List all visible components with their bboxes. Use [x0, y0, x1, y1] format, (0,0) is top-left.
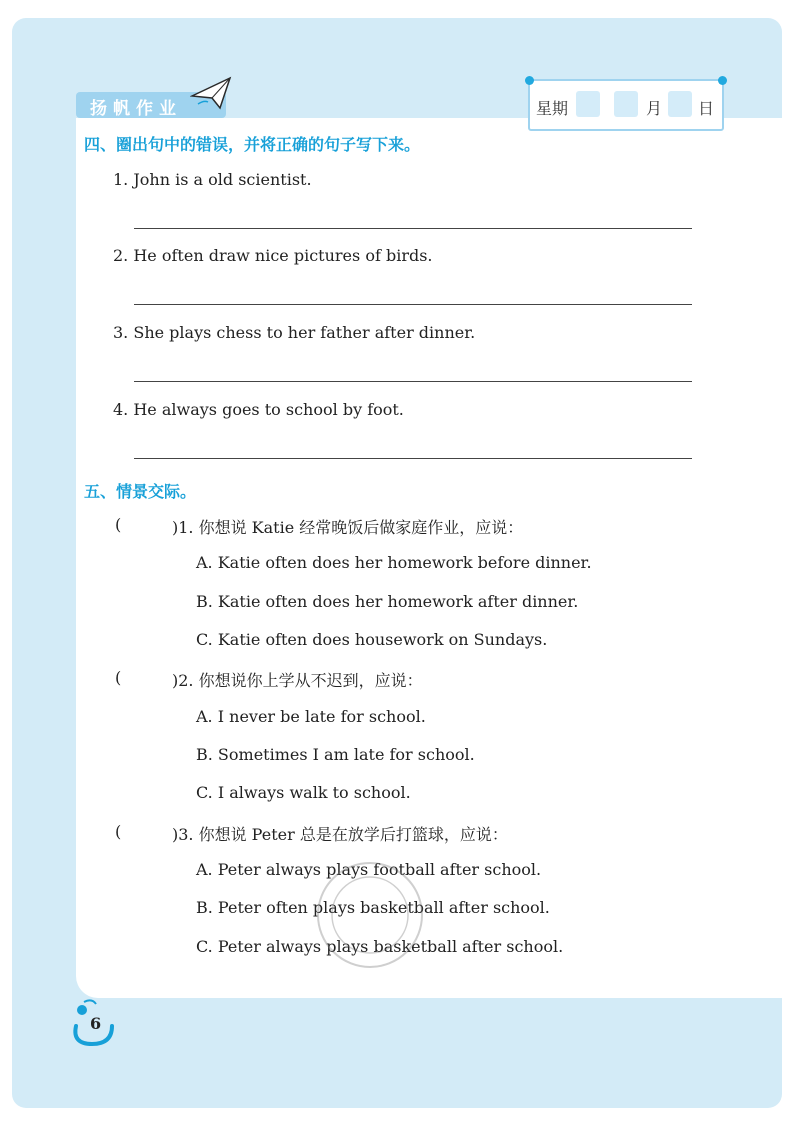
answer-line[interactable]: [134, 304, 692, 305]
answer-line[interactable]: [134, 458, 692, 459]
answer-paren[interactable]: (: [115, 515, 122, 534]
answer-line[interactable]: [134, 228, 692, 229]
day-label: 日: [698, 99, 715, 118]
answer-line[interactable]: [134, 381, 692, 382]
correction-question: 4. He always goes to school by foot.: [113, 400, 404, 419]
paper-plane-icon: [190, 74, 236, 114]
date-box: [528, 79, 724, 131]
weekday-blank[interactable]: [576, 91, 600, 117]
option-b: B. Peter often plays basketball after school.: [196, 898, 550, 917]
answer-paren[interactable]: (: [115, 822, 122, 841]
dialogue-prompt: )2. 你想说你上学从不迟到，应说：: [172, 671, 423, 690]
month-label: 月: [646, 99, 663, 118]
section4-title: 四、圈出句中的错误，并将正确的句子写下来。: [84, 135, 421, 154]
option-a: A. Katie often does her homework before dinner.: [196, 553, 592, 572]
option-b: B. Katie often does her homework after dinner.: [196, 592, 579, 611]
watermark-stamp: [300, 850, 440, 980]
month-blank[interactable]: [614, 91, 638, 117]
option-a: A. I never be late for school.: [196, 707, 426, 726]
correction-question: 3. She plays chess to her father after dinner.: [113, 323, 476, 342]
option-a: A. Peter always plays football after school.: [196, 860, 542, 879]
pin-icon: [525, 76, 534, 85]
option-b: B. Sometimes I am late for school.: [196, 745, 475, 764]
correction-question: 1. John is a old scientist.: [113, 170, 312, 189]
pin-icon: [718, 76, 727, 85]
day-blank[interactable]: [668, 91, 692, 117]
weekday-label: 星期: [536, 99, 569, 118]
brand-title: 扬帆作业: [90, 99, 182, 119]
answer-paren[interactable]: (: [115, 668, 122, 687]
section5-title: 五、情景交际。: [84, 482, 197, 501]
option-c: C. Peter always plays basketball after school.: [196, 937, 564, 956]
correction-question: 2. He often draw nice pictures of birds.: [113, 246, 433, 265]
page-number: 6: [90, 1014, 102, 1033]
option-c: C. I always walk to school.: [196, 783, 411, 802]
option-c: C. Katie often does housework on Sundays.: [196, 630, 548, 649]
dialogue-prompt: )1. 你想说 Katie 经常晚饭后做家庭作业，应说：: [172, 518, 524, 537]
dialogue-prompt: )3. 你想说 Peter 总是在放学后打篮球，应说：: [172, 825, 508, 844]
